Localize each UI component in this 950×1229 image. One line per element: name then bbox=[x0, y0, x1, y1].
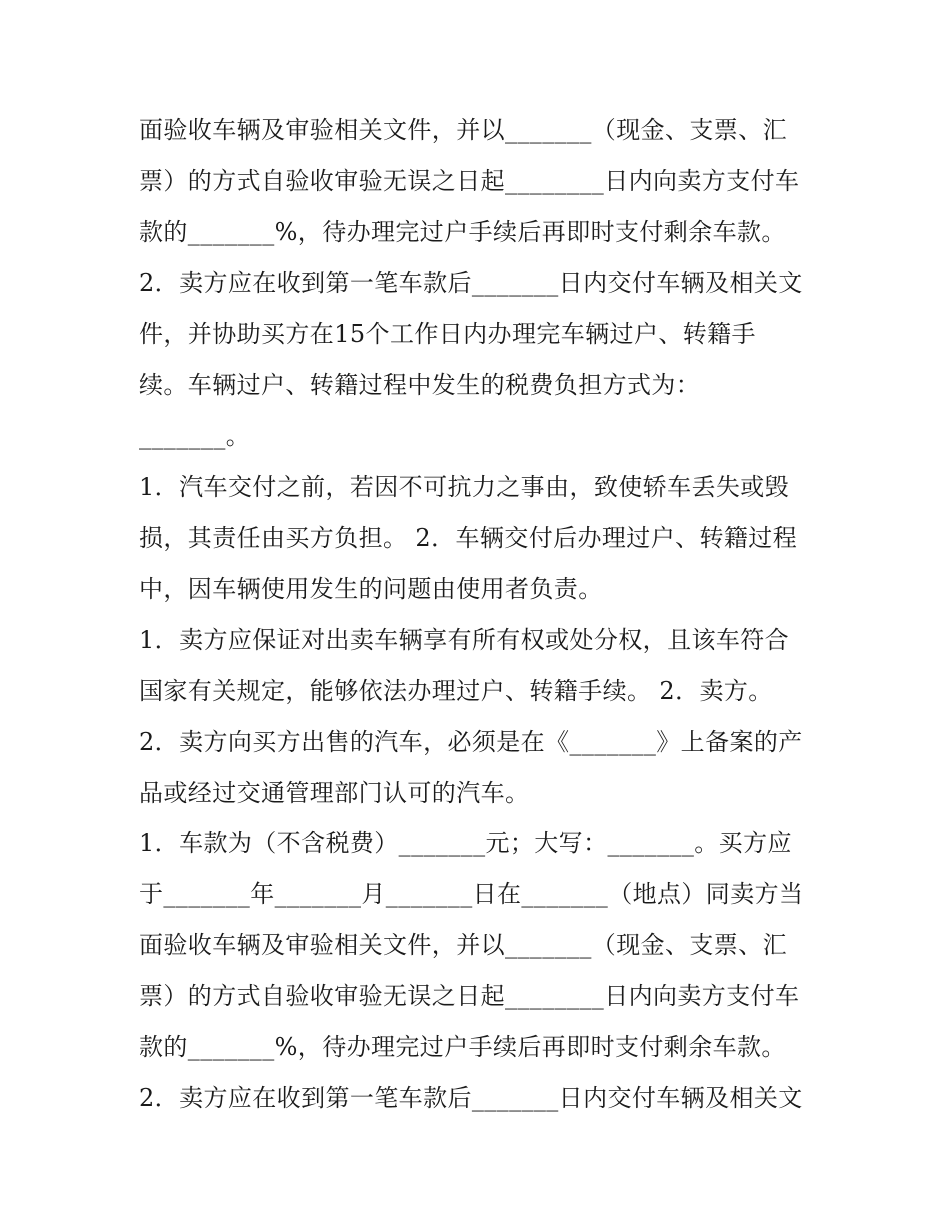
text-line: 票）的方式自验收审验无误之日起________日内向卖方支付车 bbox=[139, 982, 800, 1010]
text-line: 2．卖方应在收到第一笔车款后_______日内交付车辆及相关文 bbox=[139, 1084, 803, 1112]
text-line: 2．卖方应在收到第一笔车款后_______日内交付车辆及相关文 bbox=[139, 269, 803, 297]
text-line: 面验收车辆及审验相关文件，并以_______（现金、支票、汇 bbox=[139, 116, 787, 144]
text-line: 1．汽车交付之前，若因不可抗力之事由，致使轿车丢失或毁 bbox=[139, 473, 790, 501]
text-line: 件，并协助买方在15个工作日内办理完车辆过户、转籍手 bbox=[139, 320, 756, 348]
text-line: 款的_______%，待办理完过户手续后再即时支付剩余车款。 bbox=[139, 1033, 786, 1061]
text-line: 续。车辆过户、转籍过程中发生的税费负担方式为： bbox=[139, 371, 701, 399]
text-line: 款的_______%，待办理完过户手续后再即时支付剩余车款。 bbox=[139, 218, 786, 246]
text-line: 面验收车辆及审验相关文件，并以_______（现金、支票、汇 bbox=[139, 931, 787, 959]
text-line: 中，因车辆使用发生的问题由使用者负责。 bbox=[139, 575, 603, 603]
text-line: 于_______年_______月_______日在_______（地点）同卖方当 bbox=[139, 880, 804, 908]
text-line: 国家有关规定，能够依法办理过户、转籍手续。 2．卖方。 bbox=[139, 677, 773, 705]
text-line: 票）的方式自验收审验无误之日起________日内向卖方支付车 bbox=[139, 167, 800, 195]
text-line: 2．卖方向买方出售的汽车，必须是在《_______》上备案的产 bbox=[139, 728, 803, 756]
text-line: 1．车款为（不含税费）_______元；大写：_______。买方应 bbox=[139, 829, 792, 857]
text-line: _______。 bbox=[139, 422, 251, 450]
text-line: 1．卖方应保证对出卖车辆享有所有权或处分权，且该车符合 bbox=[139, 626, 790, 654]
text-line: 损，其责任由买方负担。 2．车辆交付后办理过户、转籍过程 bbox=[139, 524, 798, 552]
text-line: 品或经过交通管理部门认可的汽车。 bbox=[139, 779, 530, 807]
